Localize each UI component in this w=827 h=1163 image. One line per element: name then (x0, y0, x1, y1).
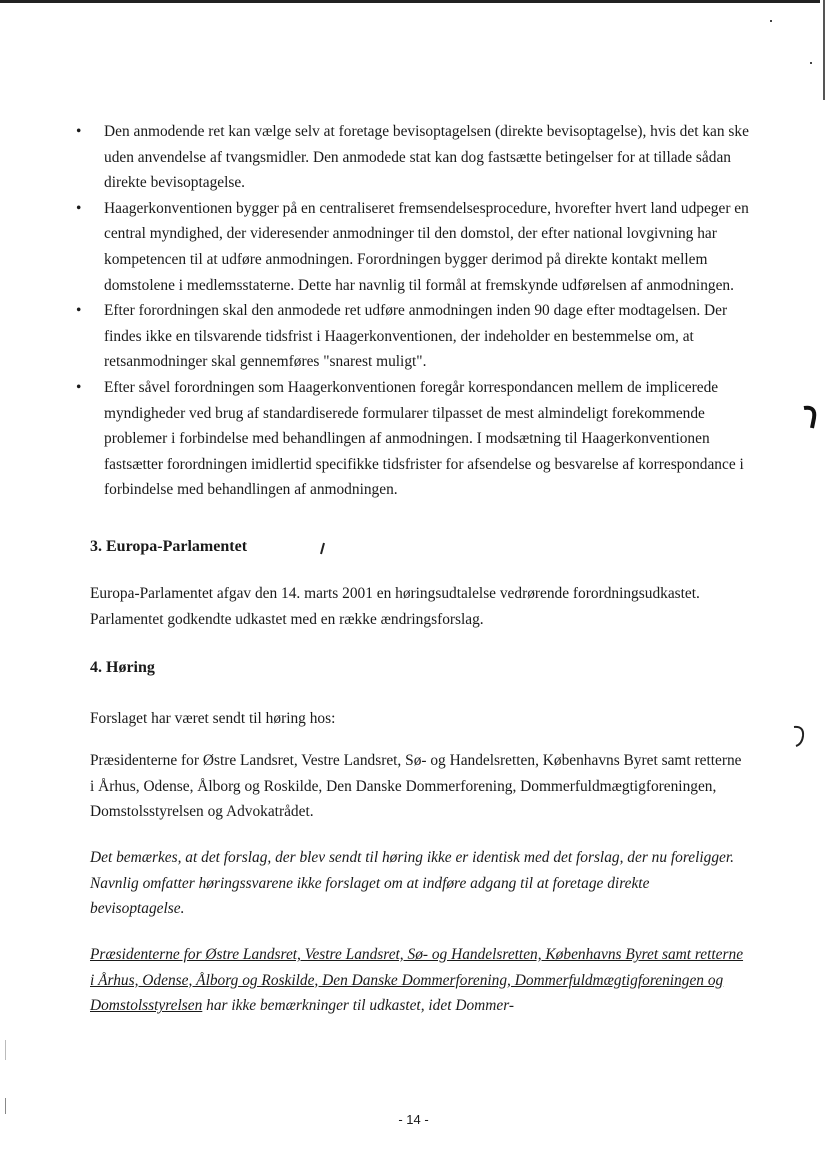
right-edge-line (823, 0, 825, 100)
bullet-icon: • (76, 123, 82, 140)
bullet-icon: • (76, 199, 82, 217)
consultation-response-paragraph (90, 942, 744, 1019)
bullet-text: Efter forordningen skal den anmodede ret udføre anmodningen inden 90 dage efter modtagelsen. Der findes ikke en tilsvarende tidsfrist i Haagerkonventionen, der indeholder en bestemmelse om, at retsanmodninger skal gennemføres "snarest muligt". (104, 302, 728, 371)
section-heading-hoering: 4. Høring (90, 659, 155, 676)
bullet-item (70, 375, 750, 503)
scan-edge-mark (5, 1040, 6, 1060)
bullet-icon: • (76, 378, 82, 396)
section4-intro: Forslaget har været sendt til høring hos: (90, 710, 336, 727)
scan-speck (770, 20, 772, 22)
page-number: - 14 - (398, 1112, 429, 1127)
section-heading-europa-parlamentet: 3. Europa-Parlamentet (90, 538, 248, 555)
top-border-line (0, 0, 820, 3)
bullet-item (70, 196, 750, 298)
binder-hole-mark (800, 402, 820, 432)
bullet-item (70, 119, 750, 196)
response-continuation: har ikke bemærkninger til udkastet, idet Dommer- (202, 997, 515, 1015)
bullet-text: Efter såvel forordningen som Haagerkonventionen foregår korrespondancen mellem de implicerede myndigheder ved brug af standardiserede formularer tilpasset de mest almindeligt forekommende problemer i forbindelse med behandlingen af anmodningen. I modsætning til Haagerkonventionen fastsætter forordningen imidlertid specifikke tidsfrister for afsendelse og besvarelse af korrespondance i forbindelse med behandlingen af anmodningen. (104, 378, 744, 499)
section3-paragraph: Europa-Parlamentet afgav den 14. marts 2001 en høringsudtalelse vedrørende forordningsudkastet. Parlamentet godkendte udkastet med en række ændringsforslag. (90, 585, 700, 628)
underlined-recipients: Præsidenterne for Østre Landsret, Vestre Landsret, Sø- og Handelsretten, Københavns Byret samt retterne i Århus, Odense, Ålborg og Roskilde, Den Danske Dommerforening, Dommerfuldmægtigforeningen og Domstolsstyrelsen (90, 946, 744, 1015)
consultation-note: Det bemærkes, at det forslag, der blev sendt til høring ikke er identisk med det forslag, der nu foreligger. Navnlig omfatter høringssvarene ikke forslaget om at indføre adgang til at foretage direkte bevisoptagelse. (90, 849, 735, 918)
consultation-recipients: Præsidenterne for Østre Landsret, Vestre Landsret, Sø- og Handelsretten, Københavns Byret samt retterne i Århus, Odense, Ålborg og Roskilde, Den Danske Dommerforening, Dommerfuldmægtigforeningen, Domstolsstyrelsen og Advokatrådet. (90, 752, 742, 821)
scan-mark (318, 542, 328, 556)
bullet-text: Haagerkonventionen bygger på en centraliseret fremsendelsesprocedure, hvorefter hvert land udpeger en central myndighed, der videresender anmodninger til den domstol, der efter national lovgivning har kompetencen til at udføre anmodningen. Forordningen bygger derimod på direkte kontakt mellem domstolene i medlemsstaterne. Dette har navnlig til formål at fremskynde udførelsen af anmodningen. (104, 199, 749, 294)
bullet-icon: • (76, 302, 82, 320)
bullet-text: Den anmodende ret kan vælge selv at foretage bevisoptagelsen (direkte bevisoptagelse), hvis det kan ske uden anvendelse af tvangsmidler. Den anmodede stat kan dog fastsætte betingelser for at tillade sådan direkte bevisoptagelse. (104, 123, 749, 192)
bullet-item (70, 298, 750, 375)
scan-speck (810, 62, 812, 64)
comparison-bullet-list (70, 119, 750, 503)
binder-hole-mark (790, 722, 810, 750)
